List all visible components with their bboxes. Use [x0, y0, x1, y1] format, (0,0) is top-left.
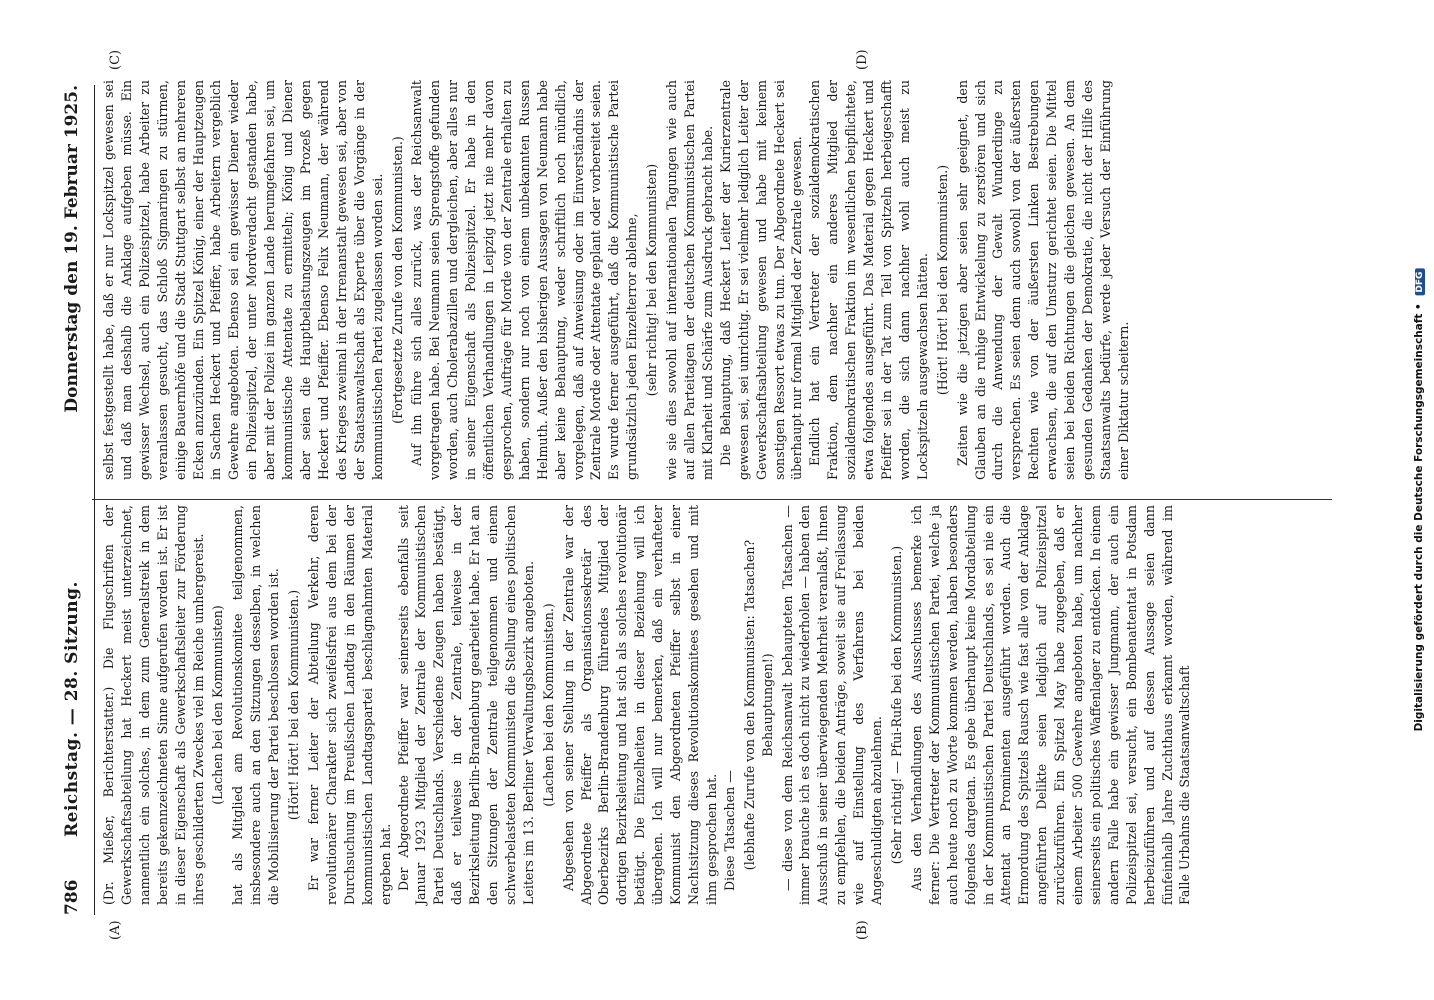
interjection: (Lachen bei den Kommunisten)	[210, 605, 226, 805]
paragraph: Aus den Verhandlungen des Ausschusses bemerke ich ferner: Die Vertreter der Kommunistischen Partei, welche ja auch heute noch zu Worte kommen werden, haben besonders folgendes dargetan. Es gebe überhaupt keine Mordabteilung in der Kommunistischen Partei Deutschlands, es sei nie ein Attentat an Prominenten ausgeführt worden. Auch die Ermordung des Spitzels Rausch wie fast alle von der Anklage angeführten Delikte seien lediglich auf Polizeispitzel zurückzuführen. Ein Spitzel May habe zugegeben, daß er einem Arbeiter 500 Gewehre angeboten habe, um nachher seinerseits ein politisches Waffenlager zu entdecken. In einem andern Falle habe ein gewisser Jungmann, der auch ein Polizeispitzel sei, versucht, ein Bombenattentat in Potsdam herbeizuführen und auf dessen Aussage seien dann fünfeinhalb Jahre Zuchthaus erkannt worden, während im Falle Urbahns die Staatsanwaltschaft	[908, 505, 1193, 905]
credit-text: Digitalisierung gefördert durch die Deutsche Forschungsgemeinschaft •	[1413, 303, 1425, 732]
paragraph: — diese von dem Reichsanwalt behaupteten Tatsachen — immer brauche ich es doch nicht zu wiederholen — haben den Ausschuß in seiner überwiegenden Mehrheit veranlaßt, Ihnen zu empfehlen, die beiden Anträge, soweit sie auf Freilassung wie auf Einstellung des Verfahrens bei beiden Angeschuldigten abzulehnen.	[779, 505, 885, 905]
margin-marker-b: (B)	[855, 920, 870, 940]
interjection: (Sehr richtig! — Pfui-Rufe bei den Kommunisten.)	[888, 545, 904, 865]
paragraph: Diese Tatsachen —	[721, 770, 737, 891]
margin-marker-c: (C)	[108, 49, 123, 70]
paragraph: Endlich hat ein Vertreter der sozialdemokratischen Fraktion, dem nachher ein anderes Mitglied der sozialdemokratischen Fraktion im wesentlichen beipflichtete, etwa folgendes ausgeführt. Das Material gegen Heckert und Pfeiffer sei in der Tat zum Teil von Spitzeln herbeigeschafft worden, die sich dann nachher wohl auch meist zu Lockspitzeln ausgewachsen hätten.	[807, 80, 930, 480]
paragraph: Der Abgeordnete Pfeiffer war seinerseits ebenfalls seit Januar 1923 Mitglied der Zentrale der Kommunistischen Partei Deutschlands. Verschiedene Zeugen haben bestätigt, daß er teilweise in der Zentrale, teilweise in der Bezirksleitung Berlin-Brandenburg gearbeitet habe. Er hat an den Sitzungen der Zentrale teilgenommen und einem schwerbelasteten Kommunisten die Stellung eines politischen Leiters im 13. Berliner Verwaltungsbezirk angeboten.	[395, 505, 536, 905]
paragraph: wie sie dies sowohl auf internationalen Tagungen wie auch auf allen Parteitagen der deutschen Kommunistischen Partei mit Klarheit und Schärfe zum Ausdruck gebracht habe.	[664, 80, 715, 480]
margin-marker-a: (A)	[108, 920, 123, 940]
dfg-logo: DFG	[1415, 269, 1425, 296]
interjection: (sehr richtig! bei den Kommunisten)	[644, 163, 660, 397]
paragraph: Er war ferner Leiter der Abteilung Verkehr, deren revolutionärer Charakter sich zweifelsfrei aus dem bei der Durchsuchung im Preußischen Landtag in den Räumen der kommunistischen Landtagspartei beschlagnahmten Material ergeben hat.	[305, 505, 393, 905]
column-divider	[92, 499, 1332, 500]
paragraph: hat als Mitglied am Revolutionskomitee teilgenommen, insbesondere auch an den Sitzungen desselben, in welchen die Mobilisierung der Partei beschlossen worden ist.	[230, 505, 282, 905]
paragraph: Abgesehen von seiner Stellung in der Zentrale war der Abgeordnete Pfeiffer als Organisationssekretär des Oberbezirks Berlin-Brandenburg führendes Mitglied der dortigen Bezirksleitung und hat sich als solches revolutionär betätigt. Die Einzelheiten in dieser Beziehung will ich übergehen. Ich will nur bemerken, daß ein verhafteter Kommunist den Abgeordneten Pfeiffer selbst in einer Nachtsitzung dieses Revolutionskomitees gesehen und mit ihm gesprochen hat.	[560, 505, 719, 905]
paragraph: selbst festgestellt habe, daß er nur Lockspitzel gewesen sei und daß man deshalb die Anklage aufgeben müsse. Ein gewisser Wechsel, auch ein Polizeispitzel, habe Arbeiter zu veranlassen gesucht, das Schloß Sigmaringen zu stürmen, einige Bauernhöfe und die Stadt Stuttgart selbst an mehreren Ecken anzuzünden. Ein Spitzel König, einer der Hauptzeugen in Sachen Heckert und Pfeiffer, habe Arbeitern vergeblich Gewehre angeboten. Ebenso sei ein gewisser Diener wieder ein Polizeispitzel, der unter Mordverdacht gestanden habe, aber mit der Polizei im ganzen Lande herumgefahren sei, um kommunistische Attentate zu ermitteln; König und Diener aber seien die Hauptbelastungszeugen im Prozeß gegen Heckert und Pfeiffer. Ebenso Felix Neumann, der während des Krieges zweimal in der Irrenanstalt gewesen sei, aber von der Staatsanwaltschaft als Experte über die Vorgänge in der kommunistischen Partei zugelassen worden sei.	[101, 80, 385, 480]
interjection: (Hört! Hört! bei den Kommunisten.)	[934, 164, 950, 396]
right-column	[100, 80, 1133, 480]
header-title: Reichstag. — 28. Sitzung.	[62, 581, 82, 837]
paragraph: Auf ihn führe sich alles zurück, was der Reichsanwalt vorgetragen habe. Bei Neumann seien Sprengstoffe gefunden worden, auch Cholerabazillen und dergleichen, aber alles nur in seiner Eigenschaft als Polizeispitzel. Er habe in den öffentlichen Verhandlungen in Leipzig jetzt nie mehr davon gesprochen, Aufträge für Morde von der Zentrale erhalten zu haben, sondern nur noch von einem unbekannten Russen Helmuth. Außer den bisherigen Aussagen von Neumann habe aber keine Behauptung, weder schriftlich noch mündlich, vorgelegen, daß auf Anweisung oder im Einverständnis der Zentrale Morde oder Attentate geplant oder vorbereitet seien. Es wurde ferner ausgeführt, daß die Kommunistische Partei grundsätzlich jeden Einzelterror ablehne,	[409, 80, 640, 480]
interjection: (Lachen bei den Kommunisten.)	[540, 603, 556, 807]
paragraph: Die Behauptung, daß Heckert Leiter der Kurierzentrale gewesen sei, sei unrichtig. Er sei vielmehr lediglich Leiter der Gewerkschaftsabteilung gewesen und habe mit keinem sonstigen Ressort etwas zu tun. Der Abgeordnete Heckert sei überhaupt nur formal Mitglied der Zentrale gewesen.	[717, 80, 805, 480]
paragraph: Zeiten wie die jetzigen aber seien sehr geeignet, den Glauben an die ruhige Entwickelung zu zerstören und sich durch die Anwendung der Gewalt Wunderdinge zu versprechen. Es seien denn auch sowohl von der äußersten Rechten wie von der äußersten Linken Bestrebungen erwachsen, die auf den Umsturz gerichtet seien. Die Mittel seien bei beiden Richtungen die gleichen gewesen. An dem gesunden Gedanken der Demokratie, die nicht der Hilfe des Staatsanwalts bedürfe, werde jeder Versuch der Einführung einer Diktatur scheitern.	[954, 80, 1131, 480]
interjection: (lebhafte Zurufe von den Kommunisten: Tatsachen? Behauptungen!)	[741, 539, 775, 871]
digitization-credit	[1405, 0, 1434, 1000]
left-column	[100, 505, 1194, 905]
header-date: Donnerstag den 19. Februar 1925.	[62, 85, 82, 413]
interjection: (Hört! Hört! bei den Kommunisten.)	[286, 589, 302, 821]
page-header	[58, 85, 95, 915]
paragraph: (Dr. Mießer, Berichterstatter.) Die Flugschriften der Gewerkschaftsabteilung hat Heckert meist unterzeichnet, namentlich ein solches, in dem zum Generalstreik in dem bereits gekennzeichneten Sinne aufgerufen worden ist. Er ist in dieser Eigenschaft als Gewerkschaftsleiter zur Förderung ihres geschilderten Zweckes viel im Reiche umhergereist.	[101, 505, 206, 905]
page-number: 786	[62, 879, 82, 915]
interjection: (Fortgesetzte Zurufe von den Kommunisten.)	[389, 136, 405, 424]
margin-marker-d: (D)	[855, 49, 870, 70]
